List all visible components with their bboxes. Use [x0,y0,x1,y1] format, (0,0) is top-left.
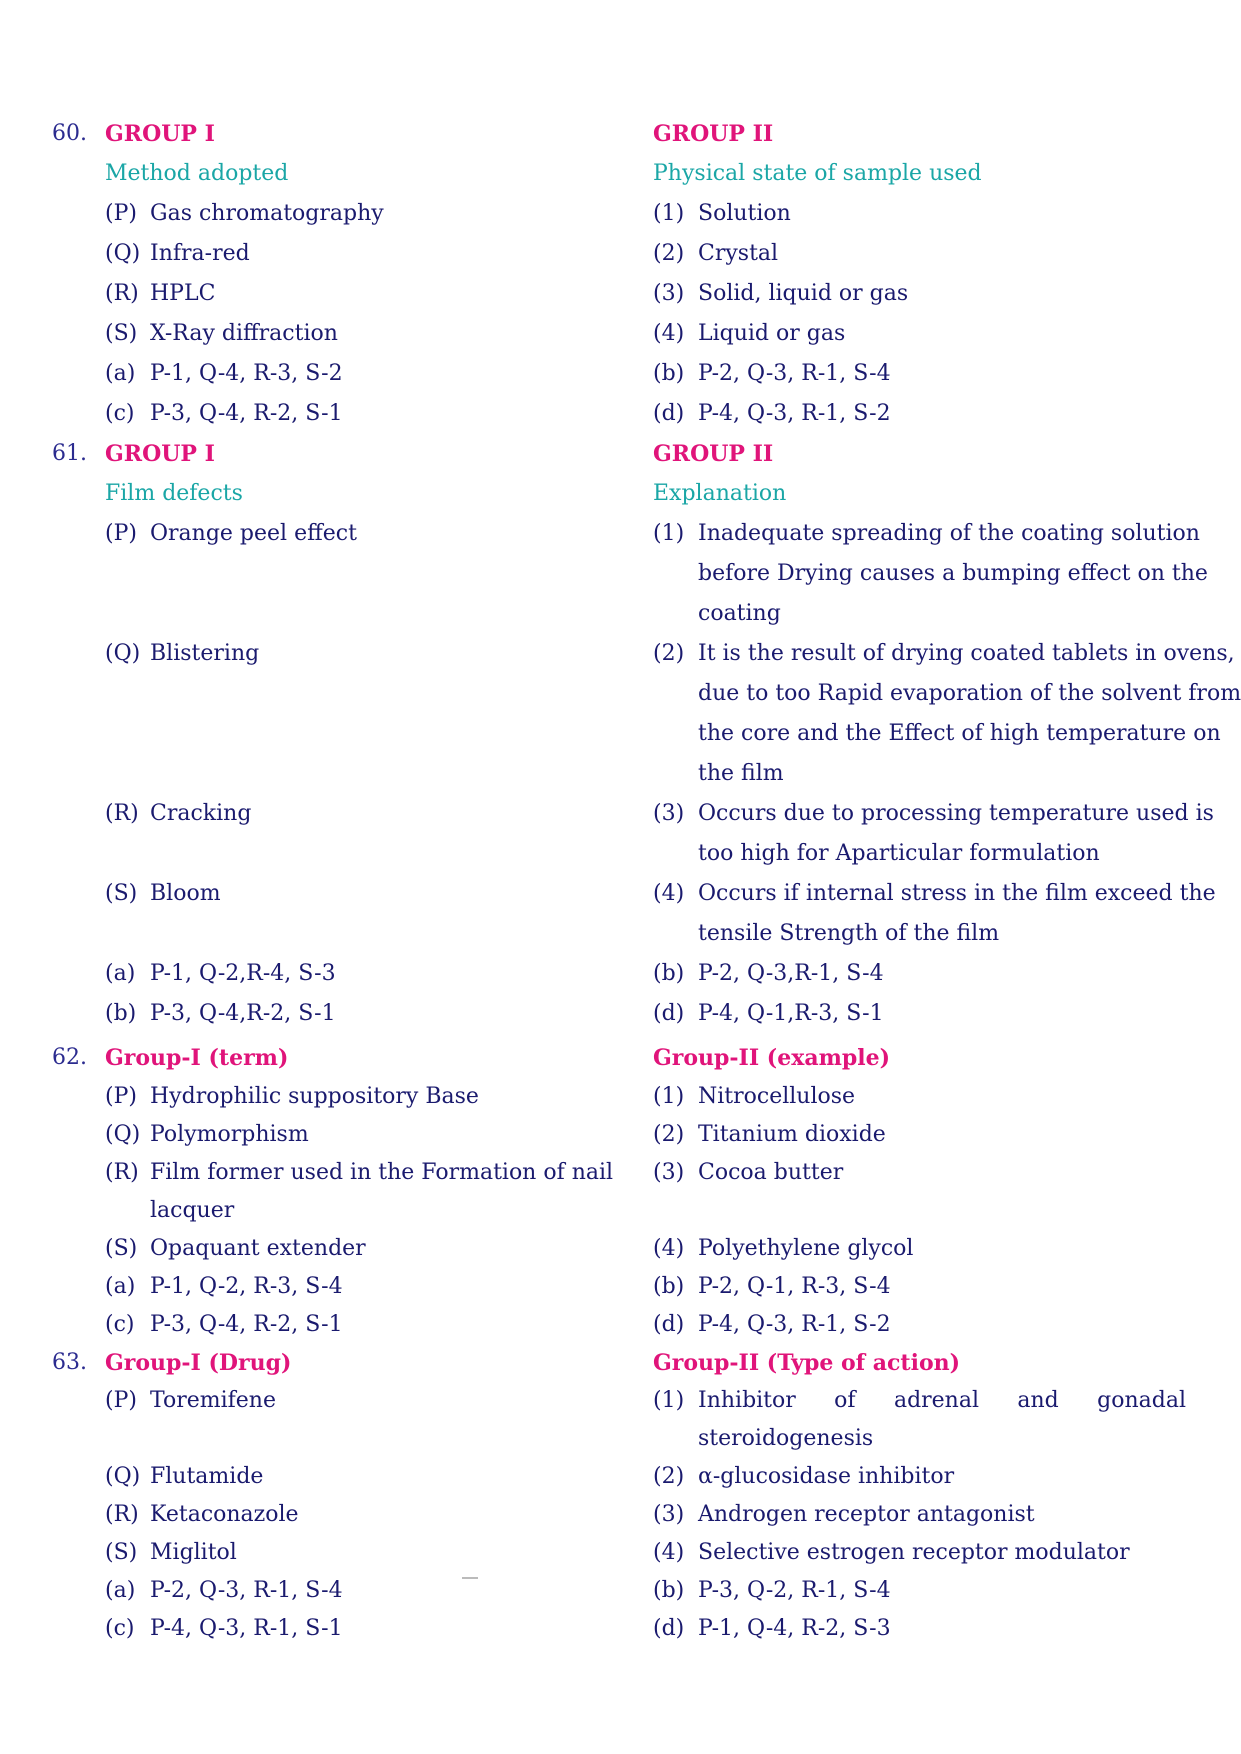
option-text: P-2, Q-3, R-1, S-4 [150,1578,343,1603]
item-text: Nitrocellulose [698,1084,856,1109]
group-2-heading: Group-II (example) [653,1045,891,1071]
continuation-row [0,594,1241,634]
option-code: (b) [653,1578,685,1603]
item-text: Polyethylene glycol [698,1236,914,1261]
item-code: (Q) [105,1464,141,1489]
item-code: (4) [653,881,685,906]
item-code: (R) [105,281,139,306]
item-code: (P) [105,201,137,226]
item-text-line: due to too Rapid evaporation of the solvent from [698,681,1241,706]
continuation-row [0,714,1241,754]
item-text: X-Ray diffraction [150,321,338,346]
item-code: (3) [653,801,685,826]
match-row [0,1153,1241,1193]
item-text-line: Inhibitor of adrenal and gonadal [698,1388,1186,1413]
item-code: (S) [105,881,138,906]
group-1-subheading: Method adopted [105,161,289,186]
item-text-line: It is the result of drying coated tablets in ovens, [698,641,1235,666]
q61-subheading-row [0,474,1241,514]
question-number: 63. [52,1350,87,1375]
item-code: (Q) [105,641,141,666]
option-code: (b) [653,361,685,386]
item-code: (3) [653,1502,685,1527]
match-row [0,514,1241,554]
option-text: P-2, Q-3, R-1, S-4 [698,361,891,386]
match-row [0,874,1241,914]
options-row [0,954,1241,994]
item-text: Solid, liquid or gas [698,281,909,306]
options-row [0,1267,1241,1307]
item-code: (3) [653,1160,685,1185]
match-row [0,1077,1241,1117]
option-text: P-1, Q-2, R-3, S-4 [150,1274,343,1299]
option-code: (a) [105,961,136,986]
item-code: (2) [653,641,685,666]
item-code: (R) [105,1160,139,1185]
continuation-row [0,754,1241,794]
match-row [0,1457,1241,1497]
item-text: Cocoa butter [698,1160,844,1185]
options-row [0,994,1241,1034]
match-row [0,1229,1241,1269]
item-code: (P) [105,1084,137,1109]
match-row [0,1115,1241,1155]
option-code: (b) [105,1001,137,1026]
item-text-line: coating [698,601,781,626]
item-code: (Q) [105,1122,141,1147]
item-text-line: Occurs due to processing temperature used is [698,801,1214,826]
item-text: Opaquant extender [150,1236,366,1261]
option-code: (d) [653,1616,685,1641]
item-text: Orange peel effect [150,521,357,546]
continuation-row [0,554,1241,594]
item-code: (4) [653,1236,685,1261]
item-text: Flutamide [150,1464,264,1489]
q61-heading-row [0,434,1241,474]
item-code: (1) [653,201,685,226]
group-1-heading: GROUP I [105,121,215,147]
group-1-heading: Group-I (term) [105,1045,289,1071]
match-row [0,274,1241,314]
option-code: (a) [105,1274,136,1299]
group-1-heading: GROUP I [105,441,215,467]
options-row [0,354,1241,394]
item-code: (Q) [105,241,141,266]
option-text: P-3, Q-4, R-2, S-1 [150,1312,343,1337]
item-text-line: Inadequate spreading of the coating solution [698,521,1200,546]
item-text: Selective estrogen receptor modulator [698,1540,1130,1565]
option-code: (b) [653,1274,685,1299]
options-row [0,1305,1241,1345]
option-text: P-2, Q-3,R-1, S-4 [698,961,884,986]
item-code: (2) [653,1464,685,1489]
option-text: P-3, Q-2, R-1, S-4 [698,1578,891,1603]
match-row [0,234,1241,274]
item-text-line: Occurs if internal stress in the film exceed the [698,881,1216,906]
continuation-row [0,1419,1241,1459]
group-2-heading: GROUP II [653,121,774,147]
option-code: (c) [105,1312,135,1337]
option-text: P-4, Q-1,R-3, S-1 [698,1001,884,1026]
option-text: P-4, Q-3, R-1, S-2 [698,1312,891,1337]
item-text: Titanium dioxide [698,1122,886,1147]
group-2-subheading: Physical state of sample used [653,161,982,186]
item-text: Film former used in the Formation of nail [150,1160,614,1185]
item-text: Solution [698,201,791,226]
match-row [0,314,1241,354]
item-code: (4) [653,1540,685,1565]
item-text: Liquid or gas [698,321,846,346]
item-text: Androgen receptor antagonist [698,1502,1035,1527]
option-code: (c) [105,401,135,426]
item-code: (1) [653,1388,685,1413]
item-text-line: before Drying causes a bumping effect on the [698,561,1208,586]
item-text: Ketaconazole [150,1502,299,1527]
option-text: P-3, Q-4,R-2, S-1 [150,1001,336,1026]
item-code: (S) [105,321,138,346]
item-code: (S) [105,1540,138,1565]
option-code: (d) [653,1001,685,1026]
item-text-line: the film [698,761,784,786]
option-code: (a) [105,1578,136,1603]
item-code: (1) [653,521,685,546]
item-text: Infra-red [150,241,250,266]
match-row [0,194,1241,234]
q62-heading-row [0,1038,1241,1078]
item-code: (R) [105,801,139,826]
question-number: 62. [52,1045,87,1070]
match-row [0,634,1241,674]
item-text: Hydrophilic suppository Base [150,1084,479,1109]
item-text-line: too high for Aparticular formulation [698,841,1100,866]
continuation-row [0,914,1241,954]
question-number: 60. [52,121,87,146]
item-code: (P) [105,521,137,546]
option-code: (d) [653,1312,685,1337]
option-text: P-3, Q-4, R-2, S-1 [150,401,343,426]
item-text: Bloom [150,881,221,906]
group-1-subheading: Film defects [105,481,243,506]
option-text: P-2, Q-1, R-3, S-4 [698,1274,891,1299]
group-2-heading: Group-II (Type of action) [653,1350,961,1376]
item-text: Blistering [150,641,260,666]
match-row [0,1381,1241,1421]
group-2-heading: GROUP II [653,441,774,467]
continuation-row [0,674,1241,714]
item-text: Gas chromatography [150,201,384,226]
item-code: (P) [105,1388,137,1413]
item-text: Polymorphism [150,1122,309,1147]
option-text: P-1, Q-4, R-2, S-3 [698,1616,891,1641]
item-text-line: lacquer [150,1198,235,1223]
q60-heading-row [0,114,1241,154]
item-text: Crystal [698,241,779,266]
option-code: (c) [105,1616,135,1641]
match-row [0,1533,1241,1573]
continuation-row [0,834,1241,874]
option-text: P-1, Q-4, R-3, S-2 [150,361,343,386]
item-text: Toremifene [150,1388,276,1413]
group-1-heading: Group-I (Drug) [105,1350,292,1376]
item-text-line: steroidogenesis [698,1426,874,1451]
item-code: (1) [653,1084,685,1109]
item-code: (2) [653,241,685,266]
option-code: (b) [653,961,685,986]
item-code: (R) [105,1502,139,1527]
item-text: Cracking [150,801,252,826]
item-code: (3) [653,281,685,306]
item-text-line: tensile Strength of the film [698,921,1000,946]
option-code: (a) [105,361,136,386]
item-code: (2) [653,1122,685,1147]
match-row [0,794,1241,834]
item-code: (4) [653,321,685,346]
q63-heading-row [0,1343,1241,1383]
option-text: P-4, Q-3, R-1, S-1 [150,1616,343,1641]
item-text-line: the core and the Effect of high temperature on [698,721,1221,746]
question-number: 61. [52,441,87,466]
item-text: Miglitol [150,1540,237,1565]
group-2-subheading: Explanation [653,481,787,506]
item-text: HPLC [150,281,216,306]
match-row [0,1495,1241,1535]
q60-subheading-row [0,154,1241,194]
options-row [0,394,1241,434]
option-text: P-1, Q-2,R-4, S-3 [150,961,336,986]
item-text: α-glucosidase inhibitor [698,1464,955,1489]
option-text: P-4, Q-3, R-1, S-2 [698,401,891,426]
option-code: (d) [653,401,685,426]
continuation-row [0,1191,1241,1231]
options-row [0,1609,1241,1649]
item-code: (S) [105,1236,138,1261]
options-row [0,1571,1241,1611]
